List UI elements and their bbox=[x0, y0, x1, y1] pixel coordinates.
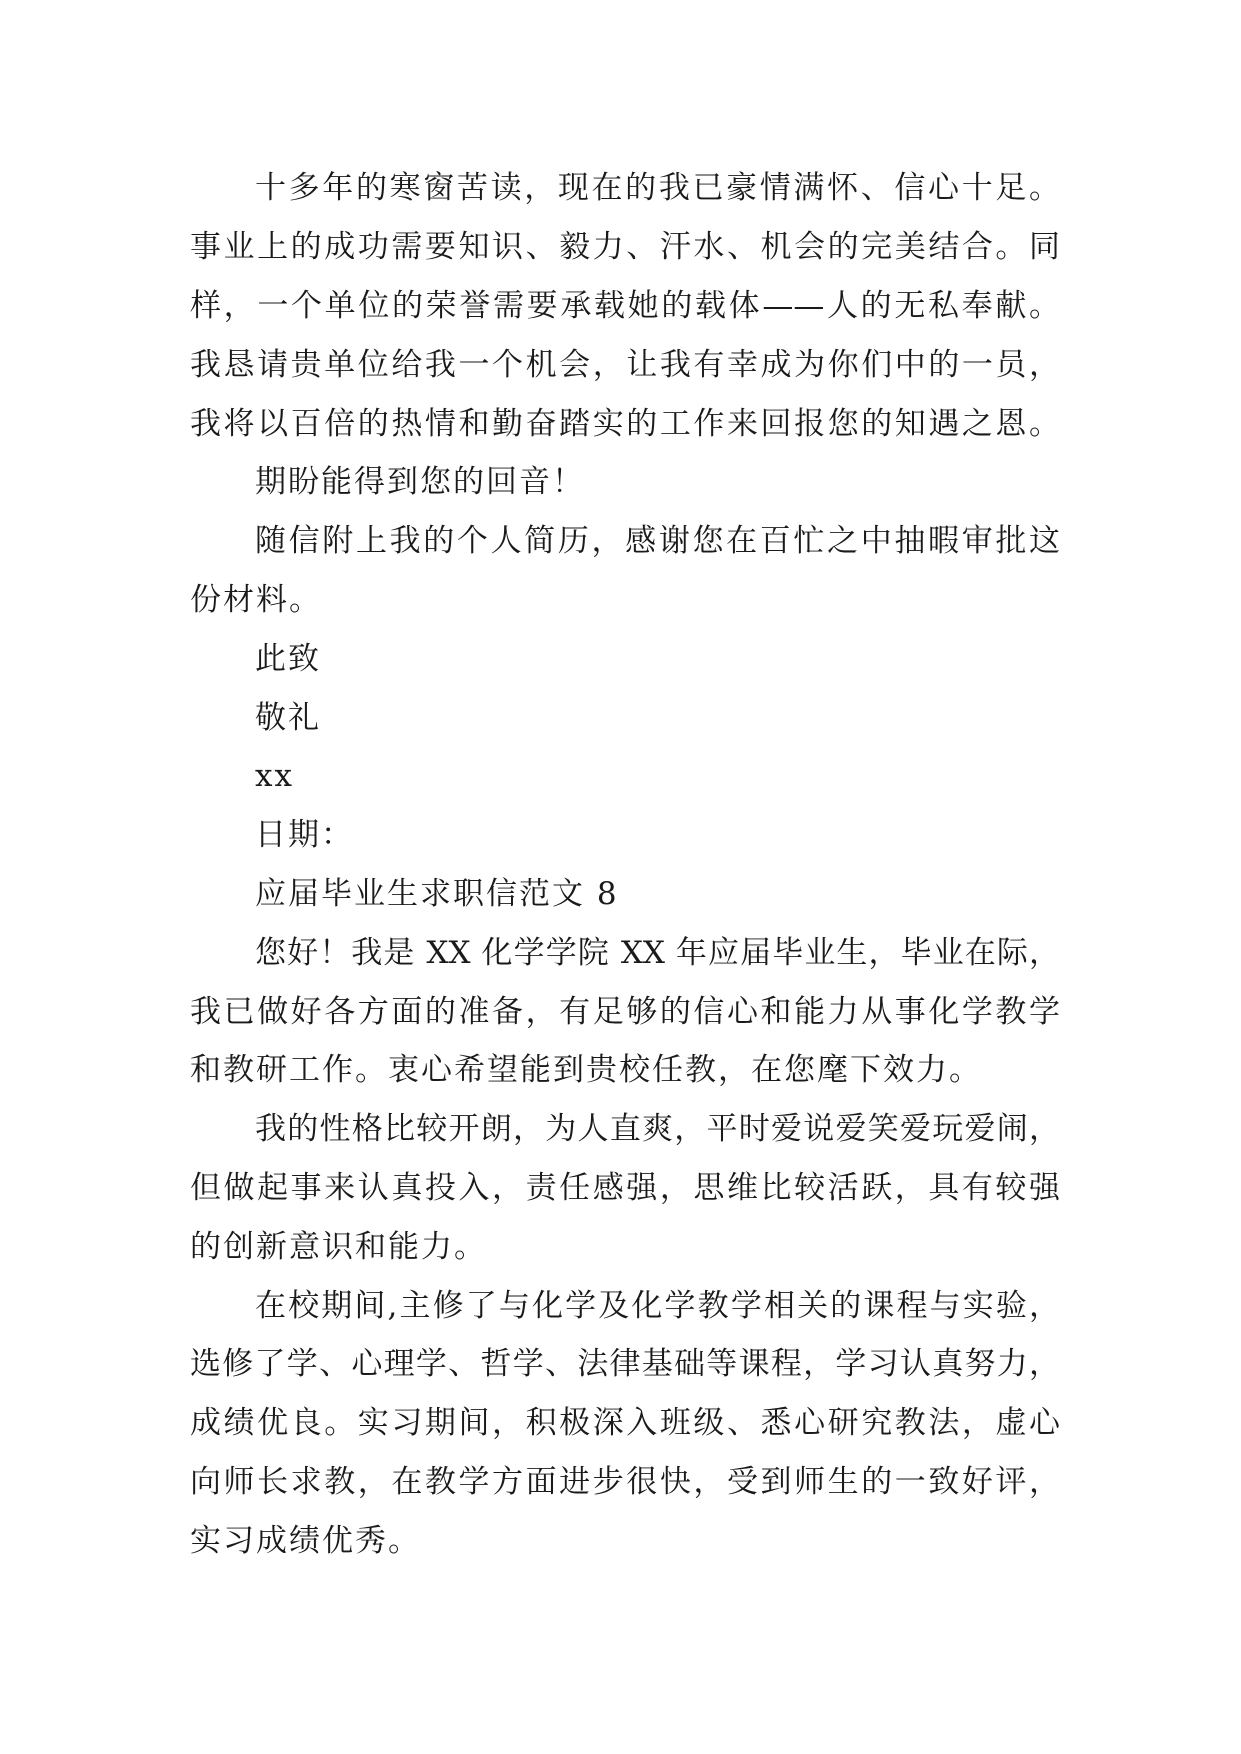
paragraph-line: 选修了学、心理学、哲学、法律基础等课程，学习认真努力， bbox=[190, 1346, 1060, 1382]
signature-name: xx bbox=[255, 758, 294, 794]
paragraph-line: 但做起事来认真投入，责任感强，思维比较活跃，具有较强 bbox=[190, 1170, 1060, 1206]
paragraph-line: 我恳请贵单位给我一个机会，让我有幸成为你们中的一员， bbox=[190, 347, 1060, 383]
paragraph-line: 在校期间,主修了与化学及化学教学相关的课程与实验， bbox=[255, 1288, 1060, 1324]
paragraph-line: 成绩优良。实习期间，积极深入班级、悉心研究教法，虚心 bbox=[190, 1405, 1060, 1441]
paragraph-line: 样，一个单位的荣誉需要承载她的载体——人的无私奉献。 bbox=[190, 288, 1060, 324]
paragraph-line: 的创新意识和能力。 bbox=[190, 1229, 487, 1265]
paragraph-line: 实习成绩优秀。 bbox=[190, 1523, 421, 1559]
paragraph-line: 随信附上我的个人简历，感谢您在百忙之中抽暇审批这 bbox=[255, 523, 1060, 559]
paragraph-line: 和教研工作。衷心希望能到贵校任教，在您麾下效力。 bbox=[190, 1052, 982, 1088]
paragraph-line: 份材料。 bbox=[190, 582, 322, 618]
paragraph-line: 我将以百倍的热情和勤奋踏实的工作来回报您的知遇之恩。 bbox=[190, 406, 1060, 442]
closing-salutation: 此致 bbox=[255, 641, 321, 677]
paragraph-line: 期盼能得到您的回音！ bbox=[255, 464, 585, 500]
section-heading: 应届毕业生求职信范文 8 bbox=[255, 876, 619, 912]
date-label: 日期： bbox=[255, 817, 354, 853]
paragraph-line: 向师长求教，在教学方面进步很快，受到师生的一致好评， bbox=[190, 1464, 1060, 1500]
closing-respect: 敬礼 bbox=[255, 700, 321, 736]
paragraph-line: 我的性格比较开朗，为人直爽，平时爱说爱笑爱玩爱闹， bbox=[255, 1111, 1060, 1147]
paragraph-line: 我已做好各方面的准备，有足够的信心和能力从事化学教学 bbox=[190, 994, 1060, 1030]
paragraph-line: 事业上的成功需要知识、毅力、汗水、机会的完美结合。同 bbox=[190, 229, 1060, 265]
paragraph-line: 十多年的寒窗苦读，现在的我已豪情满怀、信心十足。 bbox=[255, 170, 1060, 206]
paragraph-line: 您好！我是 XX 化学学院 XX 年应届毕业生，毕业在际， bbox=[255, 935, 1060, 971]
